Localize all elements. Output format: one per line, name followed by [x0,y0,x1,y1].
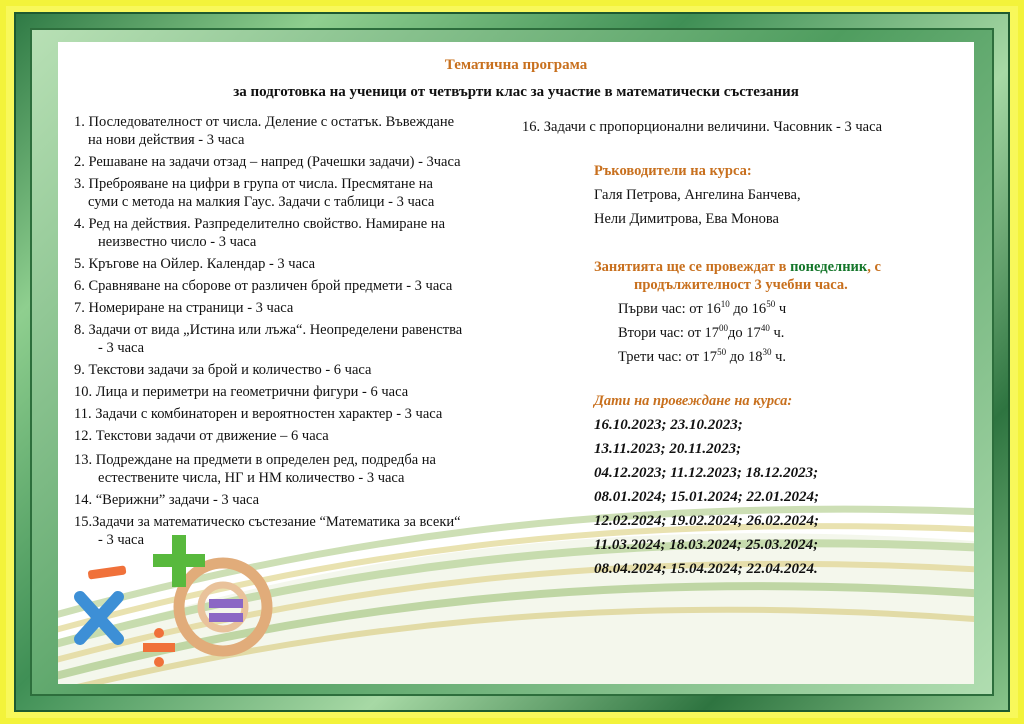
date-line: 13.11.2023; 20.11.2023; [594,441,742,457]
topic-item: 5. Кръгове на Ойлер. Календар - 3 часа [74,256,316,272]
topic-item: 1. Последователност от числа. Деление с остатък. Въвеждане [74,114,455,130]
topic-item: 3. Преброяване на цифри в група от числа. Пресмятане на [74,176,433,192]
page-subtitle: за подготовка на ученици от четвърти клас за участие в математически състезания [233,84,799,100]
dates-heading: Дати на провеждане на курса: [594,393,793,409]
topic-item-cont: неизвестно число - 3 часа [98,234,257,250]
date-line: 08.01.2024; 15.01.2024; 22.01.2024; [594,489,819,505]
topic-item-cont: - 3 часа [98,340,145,356]
date-line: 08.04.2024; 15.04.2024; 22.04.2024. [594,561,818,577]
topic-item: 14. “Верижни” задачи - 3 часа [74,492,260,508]
lesson-time: Втори час: от $17^{00}до$ $17^{40}$ ч. [618,323,785,341]
lesson-time: Първи час: от $16^{10}$ до $16^{50}$ ч [618,299,787,317]
topic-item: 13. Подреждане на предмети в определен ред, подредба на [74,452,436,468]
topic-item: 4. Ред на действия. Разпределително свойство. Намиране на [74,216,446,232]
topic-item: 11. Задачи с комбинаторен и вероятностен характер - 3 часа [74,406,443,422]
topic-item: 2. Решаване на задачи отзад – напред (Рачешки задачи) - 3часа [74,154,461,170]
topic-item: 9. Текстови задачи за брой и количество - 6 часа [74,362,372,378]
topic-item: 12. Текстови задачи от движение – 6 часа [74,428,329,444]
topic-item-cont: суми с метода на малкия Гаус. Задачи с таблици - 3 часа [88,194,435,210]
topic-item: 7. Номериране на страници - 3 часа [74,300,294,316]
topic-item-cont: - 3 часа [98,532,145,548]
leaders-line: Галя Петрова, Ангелина Банчева, [594,187,801,203]
leaders-line: Нели Димитрова, Ева Монова [594,211,779,227]
topic-item-cont: на нови действия - 3 часа [88,132,245,148]
lesson-time: Трети час: от $17^{50}$ до $18^{30}$ ч. [618,347,786,365]
topic-item: 16. Задачи с пропорционални величини. Часовник - 3 часа [522,119,883,135]
page-title: Тематична програма [444,57,588,73]
schedule-text-cont: продължителност 3 учебни часа. [634,277,848,293]
topic-item: 10. Лица и периметри на геометрични фигури - 6 часа [74,384,409,400]
date-line: 04.12.2023; 11.12.2023; 18.12.2023; [594,465,819,481]
date-line: 16.10.2023; 23.10.2023; [594,417,743,433]
topic-item: 15.Задачи за математическо състезание “Математика за всеки“ [74,514,461,530]
date-line: 11.03.2024; 18.03.2024; 25.03.2024; [594,537,819,553]
topic-item: 8. Задачи от вида „Истина или лъжа“. Неопределени равенства [74,322,463,338]
topic-item: 6. Сравняване на сборове от различен брой предмети - 3 часа [74,278,453,294]
weekday-highlight: понеделник [790,259,868,275]
flyer-paper [58,42,974,684]
date-line: 12.02.2024; 19.02.2024; 26.02.2024; [594,513,819,529]
topic-item-cont: естествените числа, НГ и НМ количество - 3 часа [98,470,405,486]
schedule-text: Занятията ще се провеждат в понеделник, с [594,259,881,275]
leaders-heading: Ръководители на курса: [594,163,752,179]
